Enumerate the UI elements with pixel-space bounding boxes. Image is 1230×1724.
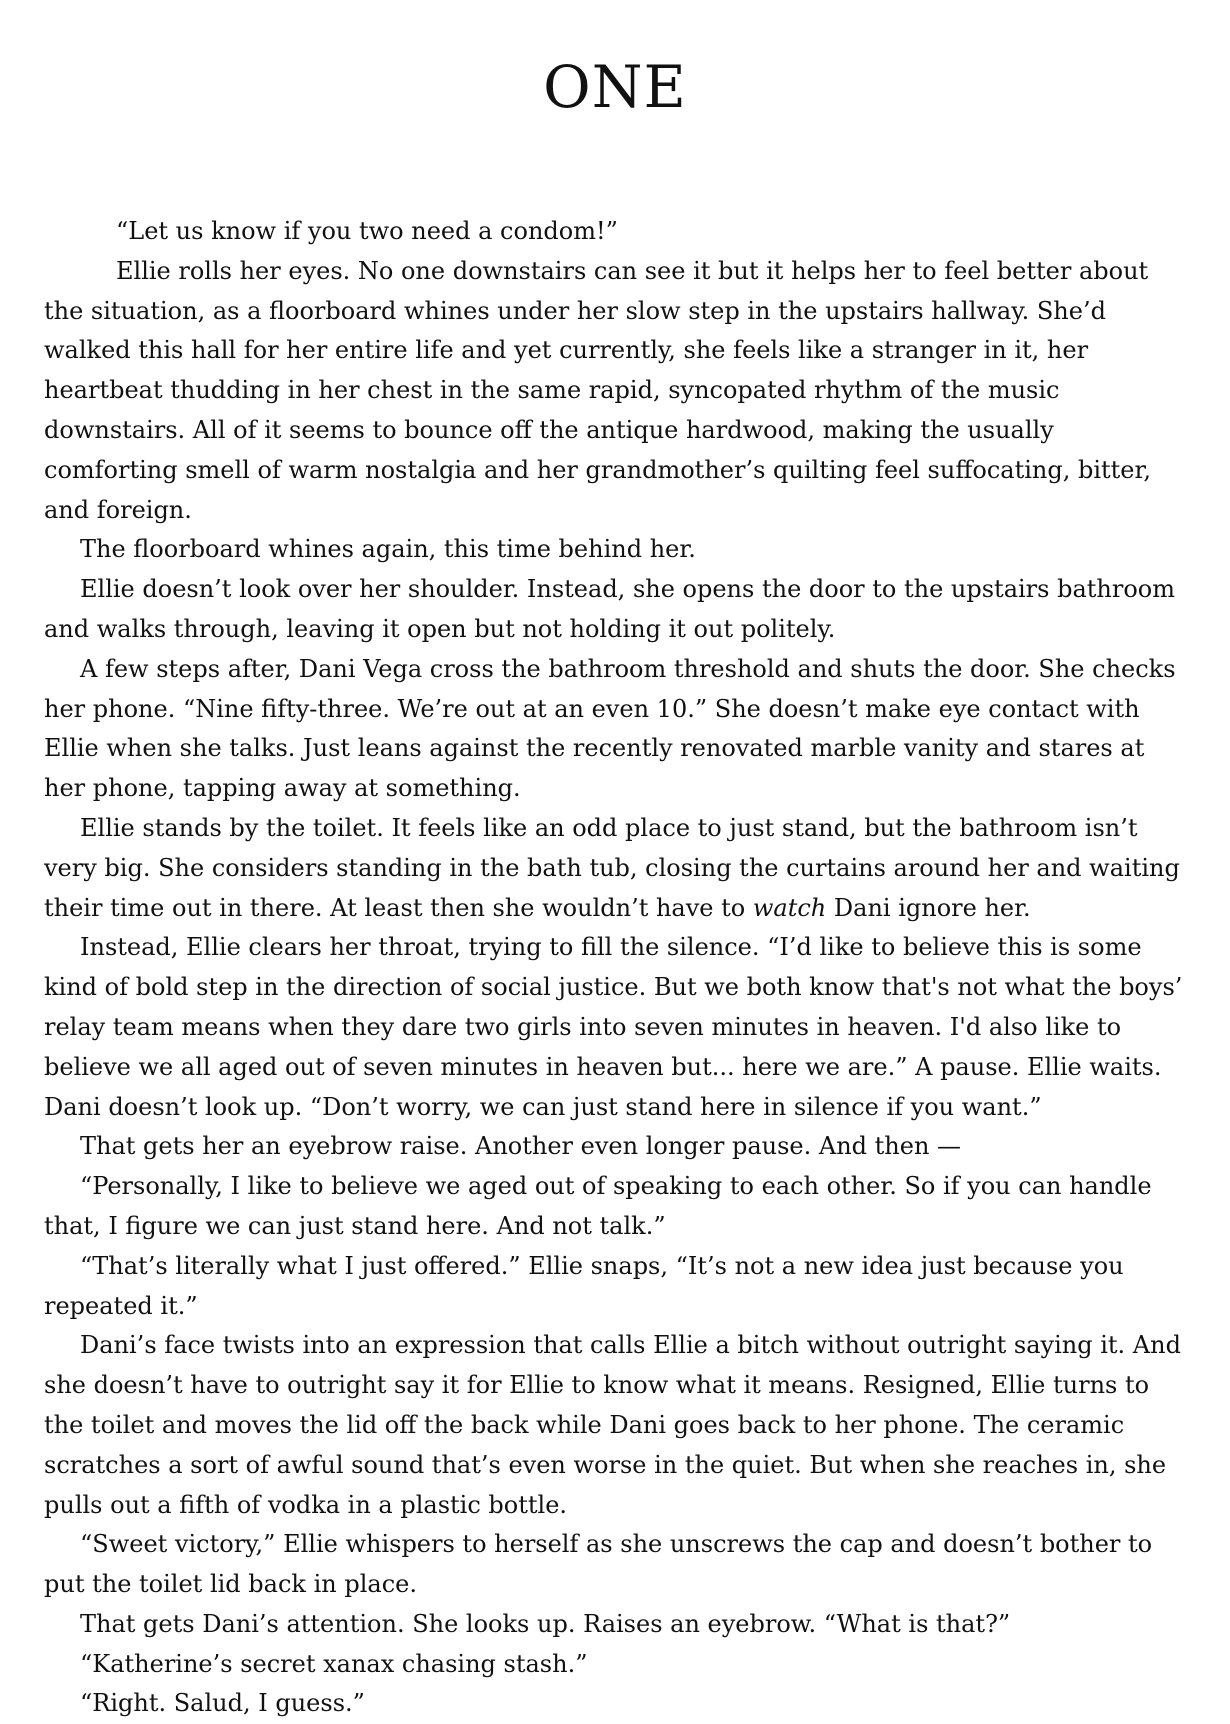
paragraph: “That’s literally what I just offered.” Ellie snaps, “It’s not a new idea just because you repeated it.” bbox=[44, 1251, 1124, 1320]
paragraph: “Sweet victory,” Ellie whispers to herself as she unscrews the cap and doesn’t bother to put the toilet lid back in place. bbox=[44, 1530, 1153, 1599]
paragraph: “Personally, I like to believe we aged out of speaking to each other. So if you can handle that, I figure we can just stand here. And not talk.” bbox=[44, 1172, 1152, 1240]
paragraph-text-after: Dani ignore her. bbox=[826, 893, 1031, 922]
paragraph: That gets Dani’s attention. She looks up. Raises an eyebrow. “What is that?” bbox=[80, 1609, 1011, 1638]
paragraph: Ellie rolls her eyes. No one downstairs can see it but it helps her to feel better about the situation, as a floorboard whines under her slow step in the upstairs hallway. She’d walked this hall for her entire life and yet currently, she feels like a stranger in it, her heartbeat thudding in her chest in the same rapid, syncopated rhythm of the music downstairs. All of it seems to bounce off the antique hardwood, making the usually comforting smell of warm nostalgia and her grandmother’s quilting feel suffocating, bitter, and foreign. bbox=[44, 256, 1151, 524]
paragraph-text-before: Ellie stands by the toilet. It feels like an odd place to just stand, but the bathroom isn’t very big. She considers standing in the bath tub, closing the curtains around her and waiting their time out in there. At least then she wouldn’t have to bbox=[44, 813, 1180, 922]
paragraph: “Right. Salud, I guess.” bbox=[80, 1689, 365, 1718]
paragraph: “Katherine’s secret xanax chasing stash.” bbox=[80, 1649, 588, 1678]
chapter-title: ONE bbox=[543, 53, 687, 121]
paragraph: Dani’s face twists into an expression that calls Ellie a bitch without outright saying it. And she doesn’t have to outright say it for Ellie to know what it means. Resigned, Ellie turns to the toilet and moves the lid off the back while Dani goes back to her phone. The ceramic scratches a sort of awful sound that’s even worse in the quiet. But when she reaches in, she pulls out a fifth of vodka in a plastic bottle. bbox=[44, 1331, 1181, 1519]
emphasized-word: watch bbox=[752, 893, 827, 922]
paragraph: That gets her an eyebrow raise. Another even longer pause. And then — bbox=[80, 1132, 962, 1161]
paragraph: The floorboard whines again, this time behind her. bbox=[80, 535, 696, 564]
chapter-body bbox=[44, 212, 1184, 1724]
paragraph-with-emphasis bbox=[44, 809, 1184, 928]
paragraph: Instead, Ellie clears her throat, trying to fill the silence. “I’d like to believe this is some kind of bold step in the direction of social justice. But we both know that's not what the boys’ relay team means when they dare two girls into seven minutes in heaven. I'd also like to believe we all aged out of seven minutes in heaven but... here we are.” A pause. Ellie waits. Dani doesn’t look up. “Don’t worry, we can just stand here in silence if you want.” bbox=[44, 933, 1183, 1121]
paragraph: A few steps after, Dani Vega cross the bathroom threshold and shuts the door. She checks her phone. “Nine fifty-three. We’re out at an even 10.” She doesn’t make eye contact with Ellie when she talks. Just leans against the recently renovated marble vanity and stares at her phone, tapping away at something. bbox=[44, 654, 1176, 803]
paragraph: “Let us know if you two need a condom!” bbox=[116, 217, 618, 245]
paragraph: Ellie doesn’t look over her shoulder. Instead, she opens the door to the upstairs bathroom and walks through, leaving it open but not holding it out politely. bbox=[44, 575, 1175, 643]
